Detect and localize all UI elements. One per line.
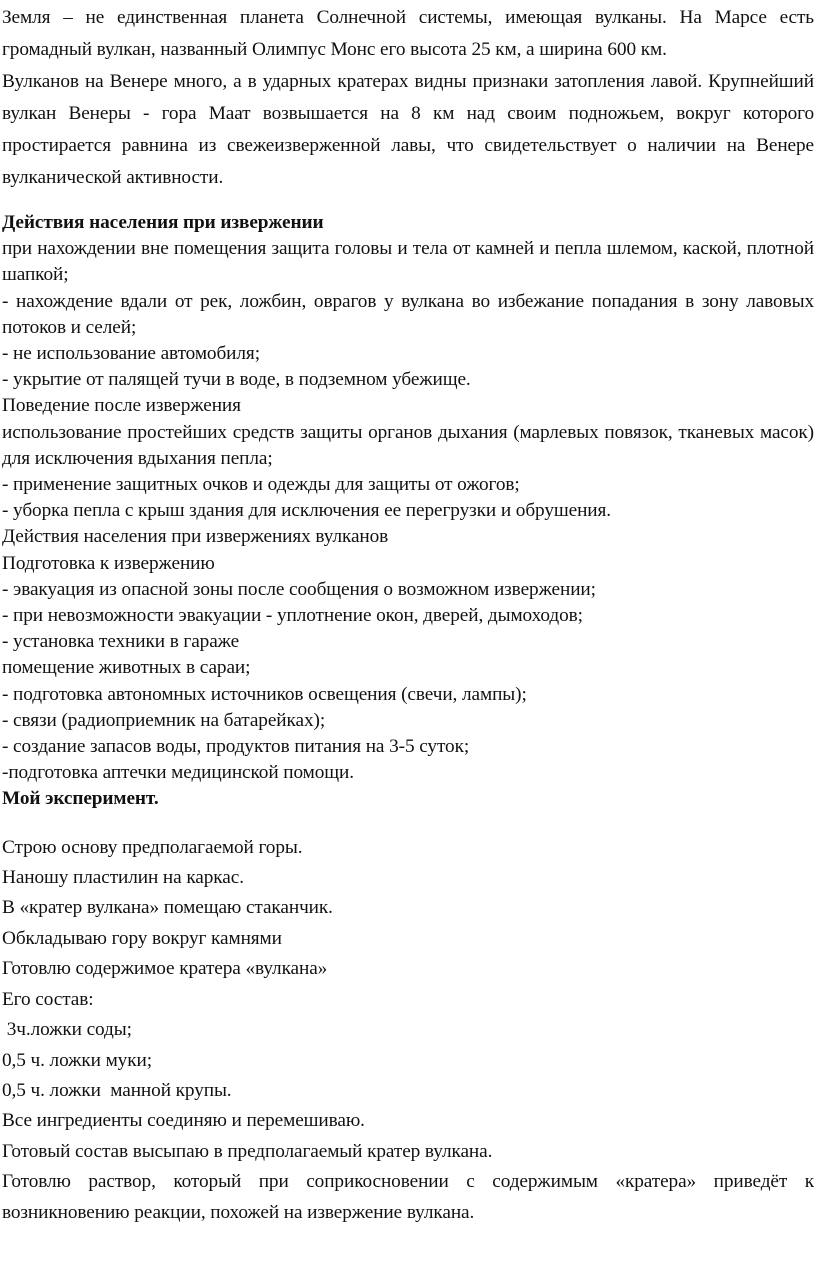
list-item: - укрытие от палящей тучи в воде, в подземном убежище. (2, 369, 471, 391)
experiment-step: Готовый состав высыпаю в предполагаемый кратер вулкана. (2, 1140, 493, 1162)
list-item: помещение животных в сараи; (2, 657, 251, 679)
spacer (2, 813, 814, 833)
experiment-step: 0,5 ч. ложки манной крупы. (2, 1079, 232, 1101)
experiment-step: 0,5 ч. ложки муки; (2, 1049, 152, 1071)
list-item: - применение защитных очков и одежды для защиты от ожогов; (2, 474, 520, 496)
section-heading: Подготовка к извержению (2, 552, 215, 574)
experiment-step: Все ингредиенты соединяю и перемешиваю. (2, 1110, 365, 1132)
experiment-steps (2, 833, 814, 1228)
list-item: - при невозможности эвакуации - уплотнение окон, дверей, дымоходов; (2, 605, 583, 627)
experiment-step: Готовлю раствор, который при соприкосновении с содержимым «кратера» приведёт к возникновению реакции, похожей на извержение вулкана. (2, 1171, 814, 1223)
experiment-step: Готовлю содержимое кратера «вулкана» (2, 958, 328, 980)
list-item: - эвакуация из опасной зоны после сообщения о возможном извержении; (2, 578, 596, 600)
list-item: -подготовка аптечки медицинской помощи. (2, 762, 354, 784)
list-item: - уборка пепла с крыш здания для исключения ее перегрузки и обрушения. (2, 500, 611, 522)
experiment-step: В «кратер вулкана» помещаю стаканчик. (2, 897, 333, 919)
section-heading: Действия населения при извержениях вулканов (2, 526, 389, 548)
experiment-step: Его состав: (2, 988, 94, 1010)
experiment-heading: Мой эксперимент. (2, 788, 159, 810)
list-item: - не использование автомобиля; (2, 343, 260, 365)
spacer (2, 194, 814, 210)
experiment-step: Обкладываю гору вокруг камнями (2, 927, 282, 949)
list-item: использование простейших средств защиты органов дыхания (марлевых повязок, тканевых масок) для исключения вдыхания пепла; (2, 421, 814, 469)
intro-paragraph-venus: Вулканов на Венере много, а в ударных кратерах видны признаки затопления лавой. Крупнейший вулкан Венеры - гора Маат возвышается на 8 км над своим подножьем, вокруг которого простирается равнина из свежеизверженной лавы, что свидетельствует о наличии на Венере вулканической активности. (2, 71, 814, 188)
section-heading: Действия населения при извержении (2, 212, 324, 233)
list-item: - создание запасов воды, продуктов питания на 3-5 суток; (2, 736, 470, 758)
experiment-step: Строю основу предполагаемой горы. (2, 836, 303, 858)
list-item: - нахождение вдали от рек, ложбин, оврагов у вулкана во избежание попадания в зону лавовых потоков и селей; (2, 290, 814, 338)
list-item: - подготовка автономных источников освещения (свечи, лампы); (2, 683, 527, 705)
experiment-step: 3ч.ложки соды; (2, 1019, 132, 1041)
list-item: при нахождении вне помещения защита головы и тела от камней и пепла шлемом, каской, плотной шапкой; (2, 238, 814, 286)
section-heading: Поведение после извержения (2, 395, 241, 417)
list-item: - связи (радиоприемник на батарейках); (2, 709, 326, 731)
list-item: - установка техники в гараже (2, 631, 240, 653)
eruption-actions-section (2, 210, 814, 813)
intro-paragraph-mars: Земля – не единственная планета Солнечной системы, имеющая вулканы. На Марсе есть громадный вулкан, названный Олимпус Монс его высота 25 км, а ширина 600 км. (2, 7, 814, 60)
experiment-step: Наношу пластилин на каркас. (2, 867, 244, 889)
